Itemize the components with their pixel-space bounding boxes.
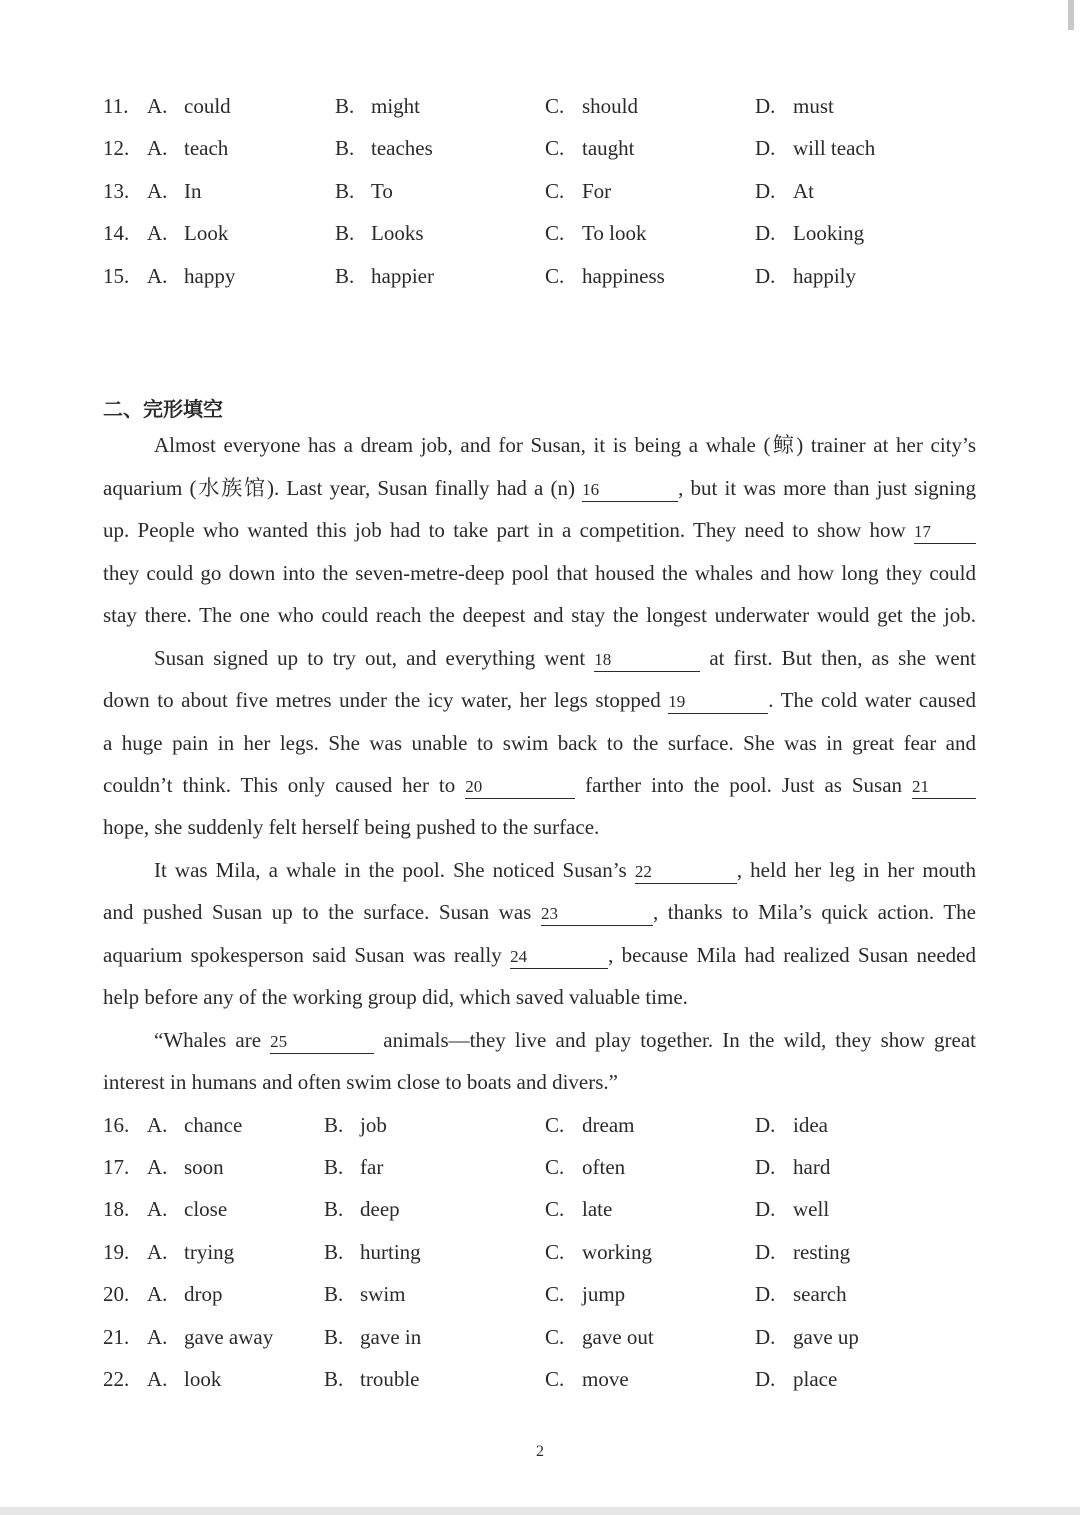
option-letter-c: C.: [545, 1240, 565, 1264]
option-a[interactable]: look: [184, 1367, 222, 1391]
option-b[interactable]: happier: [371, 264, 434, 288]
blank-19[interactable]: 19: [668, 691, 768, 714]
question-number: 15.: [103, 264, 130, 288]
option-letter-b: B.: [335, 264, 355, 288]
option-letter-d: D.: [755, 136, 776, 160]
option-d[interactable]: resting: [793, 1240, 851, 1264]
option-c[interactable]: working: [582, 1240, 652, 1264]
option-letter-a: A.: [147, 136, 168, 160]
option-letter-d: D.: [755, 1325, 776, 1349]
question-number: 20.: [103, 1282, 130, 1306]
passage-line: aquarium spokesperson said Susan was really 24 , because Mila had realized Susan needed: [103, 943, 976, 967]
passage-line: aquarium (水族馆). Last year, Susan finally had a (n) 16 , but it was more than just signing: [103, 476, 976, 500]
option-letter-c: C.: [545, 94, 565, 118]
page-number: 2: [536, 1443, 544, 1460]
option-a[interactable]: close: [184, 1197, 228, 1221]
passage-line: Susan signed up to try out, and everything went 18 at first. But then, as she went: [154, 646, 976, 670]
option-b[interactable]: gave in: [360, 1325, 422, 1349]
option-d[interactable]: happily: [793, 264, 856, 288]
question-row: [0, 1194, 1080, 1224]
option-letter-a: A.: [147, 1282, 168, 1306]
option-letter-c: C.: [545, 1325, 565, 1349]
option-letter-c: C.: [545, 264, 565, 288]
passage-line: down to about five metres under the icy water, her legs stopped 19 . The cold water caused: [103, 688, 977, 712]
option-letter-c: C.: [545, 1113, 565, 1137]
option-c[interactable]: happiness: [582, 264, 665, 288]
question-row: [0, 91, 1080, 121]
option-a[interactable]: chance: [184, 1113, 243, 1137]
blank-16[interactable]: 16: [582, 479, 678, 502]
option-letter-d: D.: [755, 94, 776, 118]
option-letter-b: B.: [335, 136, 355, 160]
option-letter-d: D.: [755, 221, 776, 245]
blank-23[interactable]: 23: [541, 903, 653, 926]
blank-18[interactable]: 18: [594, 649, 700, 672]
option-letter-d: D.: [755, 1197, 776, 1221]
option-letter-a: A.: [147, 1113, 168, 1137]
question-number: 13.: [103, 179, 130, 203]
option-letter-d: D.: [755, 1240, 776, 1264]
blank-25[interactable]: 25: [270, 1031, 374, 1054]
option-c[interactable]: often: [582, 1155, 626, 1179]
question-number: 11.: [103, 94, 129, 118]
option-c[interactable]: move: [582, 1367, 629, 1391]
question-row: [0, 1152, 1080, 1182]
option-letter-a: A.: [147, 264, 168, 288]
option-c[interactable]: For: [582, 179, 612, 203]
question-number: 12.: [103, 136, 130, 160]
blank-22[interactable]: 22: [635, 861, 737, 884]
option-letter-b: B.: [324, 1282, 344, 1306]
option-d[interactable]: idea: [793, 1113, 828, 1137]
question-row: [0, 1110, 1080, 1140]
option-letter-d: D.: [755, 1155, 776, 1179]
option-letter-b: B.: [324, 1240, 344, 1264]
question-row: [0, 1364, 1080, 1394]
passage-line: Almost everyone has a dream job, and for Susan, it is being a whale (鲸) trainer at her city’s: [154, 433, 976, 457]
question-row: [0, 1237, 1080, 1267]
option-c[interactable]: late: [582, 1197, 613, 1221]
passage-line: and pushed Susan up to the surface. Susan was 23 , thanks to Mila’s quick action. The: [103, 900, 976, 924]
option-b[interactable]: hurting: [360, 1240, 421, 1264]
question-number: 18.: [103, 1197, 130, 1221]
option-letter-c: C.: [545, 1197, 565, 1221]
blank-24[interactable]: 24: [510, 946, 608, 969]
question-row: [0, 1322, 1080, 1352]
question-row: [0, 218, 1080, 248]
option-a[interactable]: soon: [184, 1155, 224, 1179]
option-c[interactable]: To look: [582, 221, 647, 245]
option-letter-b: B.: [335, 179, 355, 203]
option-letter-c: C.: [545, 1282, 565, 1306]
question-row: [0, 261, 1080, 291]
option-b[interactable]: To: [371, 179, 393, 203]
option-d[interactable]: Looking: [793, 221, 865, 245]
option-a[interactable]: could: [184, 94, 231, 118]
option-b[interactable]: might: [371, 94, 421, 118]
question-row: [0, 1279, 1080, 1309]
question-number: 16.: [103, 1113, 130, 1137]
option-d[interactable]: place: [793, 1367, 838, 1391]
option-letter-a: A.: [147, 1325, 168, 1349]
option-d[interactable]: At: [793, 179, 814, 203]
option-letter-c: C.: [545, 1155, 565, 1179]
option-c[interactable]: dream: [582, 1113, 635, 1137]
bottom-edge: [0, 1507, 1080, 1515]
question-row: [0, 176, 1080, 206]
passage-line: It was Mila, a whale in the pool. She noticed Susan’s 22 , held her leg in her mouth: [154, 858, 976, 882]
passage-line: stay there. The one who could reach the deepest and stay the longest underwater would get the job.: [103, 603, 976, 627]
blank-21[interactable]: 21: [912, 776, 976, 799]
option-b[interactable]: swim: [360, 1282, 406, 1306]
passage-line: couldn’t think. This only caused her to 20 farther into the pool. Just as Susan 21: [103, 770, 976, 800]
option-d[interactable]: must: [793, 94, 834, 118]
option-a[interactable]: drop: [184, 1282, 223, 1306]
option-b[interactable]: deep: [360, 1197, 400, 1221]
question-number: 21.: [103, 1325, 130, 1349]
option-letter-b: B.: [324, 1325, 344, 1349]
option-letter-c: C.: [545, 221, 565, 245]
option-letter-d: D.: [755, 179, 776, 203]
question-number: 17.: [103, 1155, 130, 1179]
passage-line: “Whales are 25 animals—they live and play together. In the wild, they show great: [154, 1028, 977, 1052]
option-d[interactable]: will teach: [793, 136, 876, 160]
option-a[interactable]: gave away: [184, 1325, 274, 1349]
option-a[interactable]: In: [184, 179, 202, 203]
option-letter-a: A.: [147, 1197, 168, 1221]
passage-line: interest in humans and often swim close to boats and divers.”: [103, 1070, 618, 1094]
question-number: 22.: [103, 1367, 130, 1391]
question-number: 19.: [103, 1240, 130, 1264]
option-d[interactable]: gave up: [793, 1325, 859, 1349]
option-letter-a: A.: [147, 179, 168, 203]
option-c[interactable]: should: [582, 94, 639, 118]
option-a[interactable]: Look: [184, 221, 229, 245]
option-letter-b: B.: [324, 1197, 344, 1221]
passage-line: they could go down into the seven-metre-deep pool that housed the whales and how long they could: [103, 561, 976, 585]
option-letter-a: A.: [147, 94, 168, 118]
question-row: [0, 133, 1080, 163]
option-letter-c: C.: [545, 136, 565, 160]
option-b[interactable]: trouble: [360, 1367, 420, 1391]
option-d[interactable]: hard: [793, 1155, 831, 1179]
option-letter-b: B.: [324, 1367, 344, 1391]
blank-17[interactable]: 17: [914, 521, 976, 544]
option-d[interactable]: search: [793, 1282, 847, 1306]
option-letter-b: B.: [335, 94, 355, 118]
passage-line: hope, she suddenly felt herself being pushed to the surface.: [103, 815, 600, 839]
passage-line: a huge pain in her legs. She was unable to swim back to the surface. She was in great fear and: [103, 731, 976, 755]
passage-line: help before any of the working group did, which saved valuable time.: [103, 985, 688, 1009]
option-c[interactable]: gave out: [582, 1325, 654, 1349]
option-letter-a: A.: [147, 1367, 168, 1391]
blank-20[interactable]: 20: [465, 776, 575, 799]
option-letter-d: D.: [755, 1113, 776, 1137]
option-b[interactable]: teaches: [371, 136, 433, 160]
option-letter-d: D.: [755, 1367, 776, 1391]
option-d[interactable]: well: [793, 1197, 830, 1221]
option-letter-d: D.: [755, 264, 776, 288]
option-c[interactable]: jump: [582, 1282, 626, 1306]
passage-line: up. People who wanted this job had to take part in a competition. They need to show how 17: [103, 515, 976, 545]
section-title: 二、完形填空: [103, 397, 223, 421]
question-number: 14.: [103, 221, 130, 245]
option-letter-a: A.: [147, 1240, 168, 1264]
option-letter-a: A.: [147, 221, 168, 245]
option-letter-c: C.: [545, 179, 565, 203]
option-b[interactable]: Looks: [371, 221, 424, 245]
option-a[interactable]: trying: [184, 1240, 235, 1264]
option-letter-b: B.: [324, 1155, 344, 1179]
option-b[interactable]: job: [360, 1113, 387, 1137]
option-c[interactable]: taught: [582, 136, 635, 160]
option-letter-b: B.: [324, 1113, 344, 1137]
option-a[interactable]: teach: [184, 136, 229, 160]
option-a[interactable]: happy: [184, 264, 236, 288]
option-letter-b: B.: [335, 221, 355, 245]
scrollbar-thumb[interactable]: [1068, 0, 1074, 30]
option-letter-c: C.: [545, 1367, 565, 1391]
option-letter-a: A.: [147, 1155, 168, 1179]
option-letter-d: D.: [755, 1282, 776, 1306]
option-b[interactable]: far: [360, 1155, 384, 1179]
